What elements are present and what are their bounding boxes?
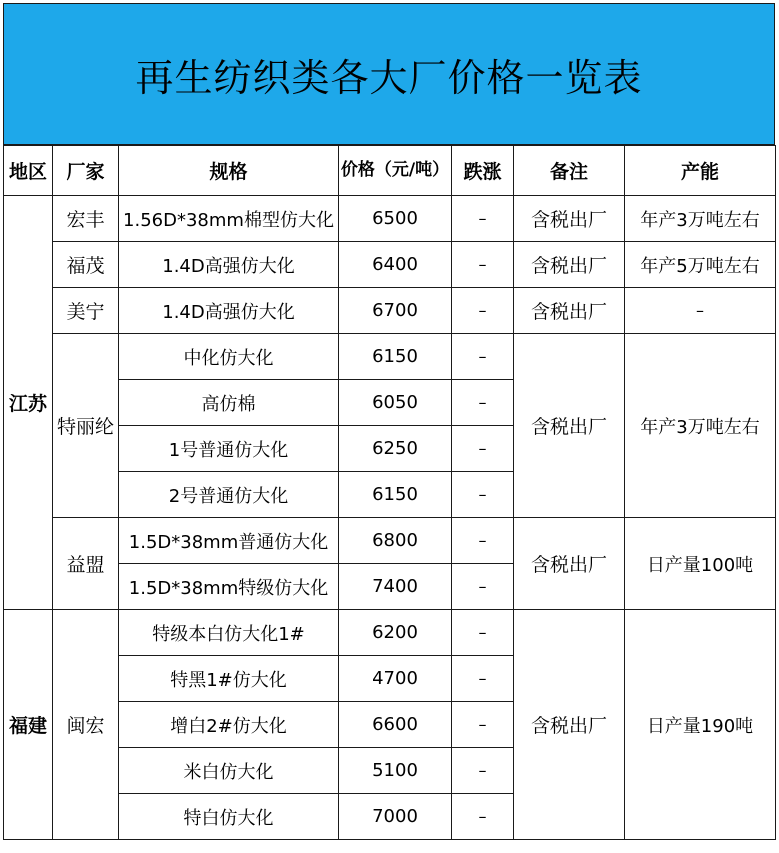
change-cell[interactable]: – bbox=[452, 610, 514, 656]
price-cell[interactable]: 6050 bbox=[339, 380, 452, 426]
price-cell[interactable]: 7000 bbox=[339, 794, 452, 840]
factory-meining[interactable]: 美宁 bbox=[53, 288, 119, 334]
spec-cell[interactable]: 1号普通仿大化 bbox=[119, 426, 339, 472]
price-cell[interactable]: 6150 bbox=[339, 472, 452, 518]
header-change[interactable]: 跌涨 bbox=[452, 146, 514, 196]
change-cell[interactable]: – bbox=[452, 748, 514, 794]
price-cell[interactable]: 6600 bbox=[339, 702, 452, 748]
header-capacity[interactable]: 产能 bbox=[625, 146, 776, 196]
header-spec[interactable]: 规格 bbox=[119, 146, 339, 196]
spec-cell[interactable]: 高仿棉 bbox=[119, 380, 339, 426]
region-fujian[interactable]: 福建 bbox=[4, 610, 53, 840]
note-cell[interactable]: 含税出厂 bbox=[514, 288, 625, 334]
capacity-cell[interactable]: 年产3万吨左右 bbox=[625, 334, 776, 518]
price-cell[interactable]: 7400 bbox=[339, 564, 452, 610]
change-cell[interactable]: – bbox=[452, 426, 514, 472]
page-title: 再生纺织类各大厂价格一览表 bbox=[135, 55, 643, 100]
header-region[interactable]: 地区 bbox=[4, 146, 53, 196]
price-cell[interactable]: 6500 bbox=[339, 196, 452, 242]
header-price[interactable]: 价格（元/吨） bbox=[339, 146, 452, 196]
price-cell[interactable]: 6400 bbox=[339, 242, 452, 288]
factory-yimeng[interactable]: 益盟 bbox=[53, 518, 119, 610]
table-row bbox=[4, 196, 776, 242]
spec-cell[interactable]: 特黑1#仿大化 bbox=[119, 656, 339, 702]
spec-cell[interactable]: 2号普通仿大化 bbox=[119, 472, 339, 518]
change-cell[interactable]: – bbox=[452, 242, 514, 288]
change-cell[interactable]: – bbox=[452, 334, 514, 380]
price-cell[interactable]: 6150 bbox=[339, 334, 452, 380]
note-cell[interactable]: 含税出厂 bbox=[514, 334, 625, 518]
price-cell[interactable]: 6250 bbox=[339, 426, 452, 472]
region-jiangsu[interactable]: 江苏 bbox=[4, 196, 53, 610]
spec-cell[interactable]: 中化仿大化 bbox=[119, 334, 339, 380]
change-cell[interactable]: – bbox=[452, 702, 514, 748]
factory-telilun[interactable]: 特丽纶 bbox=[53, 334, 119, 518]
change-cell[interactable]: – bbox=[452, 564, 514, 610]
table-row bbox=[4, 288, 776, 334]
change-cell[interactable]: – bbox=[452, 380, 514, 426]
change-cell[interactable]: – bbox=[452, 472, 514, 518]
change-cell[interactable]: – bbox=[452, 794, 514, 840]
note-cell[interactable]: 含税出厂 bbox=[514, 242, 625, 288]
spec-cell[interactable]: 1.5D*38mm普通仿大化 bbox=[119, 518, 339, 564]
table-row bbox=[4, 518, 776, 564]
capacity-cell[interactable]: – bbox=[625, 288, 776, 334]
spec-cell[interactable]: 1.5D*38mm特级仿大化 bbox=[119, 564, 339, 610]
title-banner bbox=[3, 3, 775, 145]
header-factory[interactable]: 厂家 bbox=[53, 146, 119, 196]
spec-cell[interactable]: 1.4D高强仿大化 bbox=[119, 242, 339, 288]
factory-hongfeng[interactable]: 宏丰 bbox=[53, 196, 119, 242]
factory-fumao[interactable]: 福茂 bbox=[53, 242, 119, 288]
price-table bbox=[3, 145, 776, 840]
spec-cell[interactable]: 米白仿大化 bbox=[119, 748, 339, 794]
header-row bbox=[4, 146, 776, 196]
capacity-cell[interactable]: 日产量190吨 bbox=[625, 610, 776, 840]
spec-cell[interactable]: 增白2#仿大化 bbox=[119, 702, 339, 748]
change-cell[interactable]: – bbox=[452, 518, 514, 564]
price-cell[interactable]: 6800 bbox=[339, 518, 452, 564]
price-cell[interactable]: 5100 bbox=[339, 748, 452, 794]
price-cell[interactable]: 6200 bbox=[339, 610, 452, 656]
spec-cell[interactable]: 1.56D*38mm棉型仿大化 bbox=[119, 196, 339, 242]
change-cell[interactable]: – bbox=[452, 196, 514, 242]
table-row bbox=[4, 334, 776, 380]
header-note[interactable]: 备注 bbox=[514, 146, 625, 196]
note-cell[interactable]: 含税出厂 bbox=[514, 610, 625, 840]
spec-cell[interactable]: 特级本白仿大化1# bbox=[119, 610, 339, 656]
spec-cell[interactable]: 特白仿大化 bbox=[119, 794, 339, 840]
change-cell[interactable]: – bbox=[452, 288, 514, 334]
table-row bbox=[4, 610, 776, 656]
capacity-cell[interactable]: 年产5万吨左右 bbox=[625, 242, 776, 288]
capacity-cell[interactable]: 年产3万吨左右 bbox=[625, 196, 776, 242]
note-cell[interactable]: 含税出厂 bbox=[514, 196, 625, 242]
change-cell[interactable]: – bbox=[452, 656, 514, 702]
price-cell[interactable]: 4700 bbox=[339, 656, 452, 702]
spec-cell[interactable]: 1.4D高强仿大化 bbox=[119, 288, 339, 334]
table-row bbox=[4, 242, 776, 288]
factory-minhong[interactable]: 闽宏 bbox=[53, 610, 119, 840]
price-cell[interactable]: 6700 bbox=[339, 288, 452, 334]
note-cell[interactable]: 含税出厂 bbox=[514, 518, 625, 610]
capacity-cell[interactable]: 日产量100吨 bbox=[625, 518, 776, 610]
